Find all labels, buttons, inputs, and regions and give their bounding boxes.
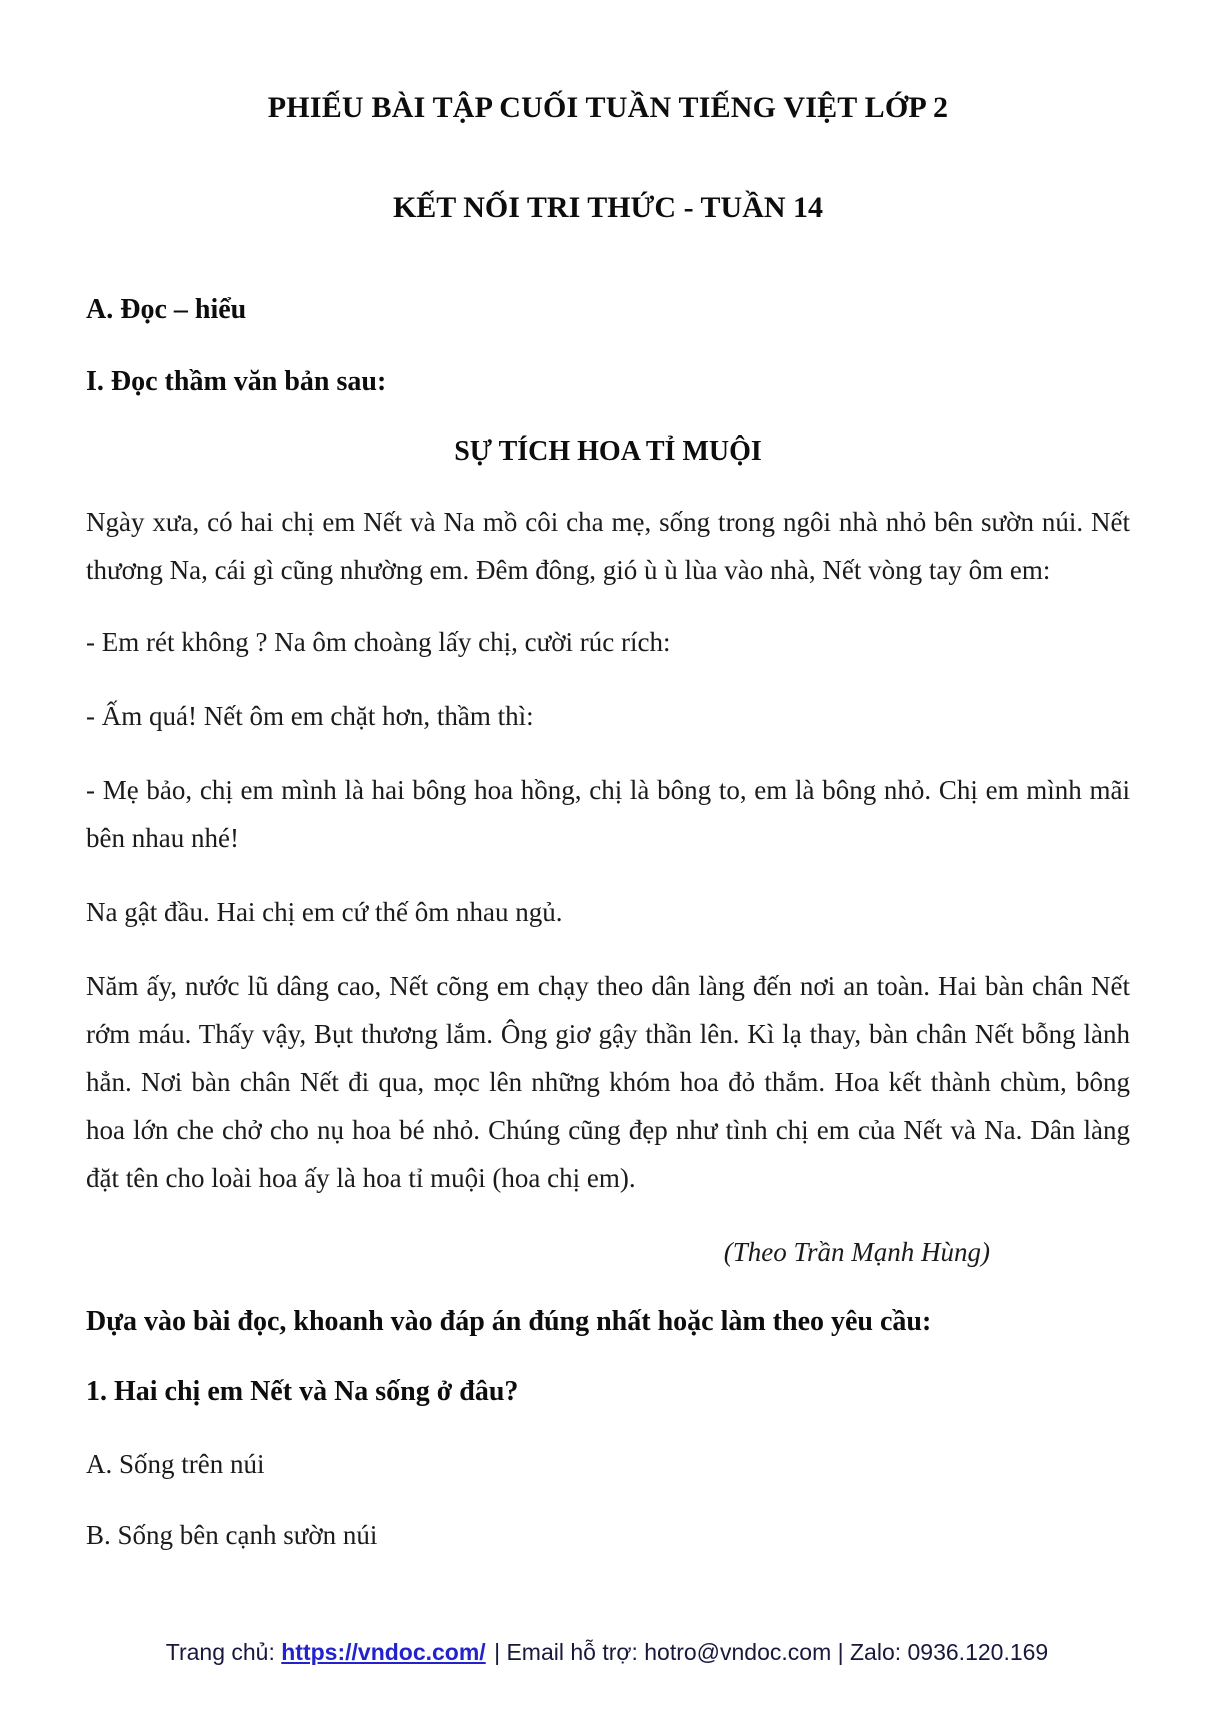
question-1-option-a: A. Sống trên núi	[86, 1449, 265, 1479]
question-1-option-b: B. Sống bên cạnh sườn núi	[86, 1520, 378, 1550]
question-1: 1. Hai chị em Nết và Na sống ở đâu?	[86, 1376, 519, 1407]
footer-home-label: Trang chủ:	[165, 1639, 275, 1665]
footer-contact-info: | Email hỗ trợ: hotro@vndoc.com | Zalo: 0936.120.169	[494, 1639, 1049, 1665]
reading-instruction-heading: I. Đọc thầm văn bản sau:	[86, 366, 387, 397]
document-title: PHIẾU BÀI TẬP CUỐI TUẦN TIẾNG VIỆT LỚP 2	[267, 91, 949, 124]
document-subtitle: KẾT NỐI TRI THỨC - TUẦN 14	[392, 191, 824, 224]
story-paragraph: Ngày xưa, có hai chị em Nết và Na mồ côi cha mẹ, sống trong ngôi nhà nhỏ bên sườn núi. Nết thương Na, cái gì cũng nhường em. Đêm đông, gió ù ù lùa vào nhà, Nết vòng tay ôm em:	[86, 507, 1130, 585]
story-title: SỰ TÍCH HOA TỈ MUỘI	[454, 436, 762, 467]
story-dialogue-line: - Em rét không ? Na ôm choàng lấy chị, cười rúc rích:	[86, 627, 671, 657]
story-dialogue-line: - Ấm quá! Nết ôm em chặt hơn, thầm thì:	[86, 701, 534, 731]
story-author-credit: (Theo Trần Mạnh Hùng)	[723, 1237, 990, 1267]
story-dialogue-line: - Mẹ bảo, chị em mình là hai bông hoa hồng, chị là bông to, em là bông nhỏ. Chị em mình mãi bên nhau nhé!	[86, 775, 1130, 853]
footer-home-link[interactable]: https://vndoc.com/	[281, 1639, 486, 1665]
quiz-instruction: Dựa vào bài đọc, khoanh vào đáp án đúng nhất hoặc làm theo yêu cầu:	[86, 1306, 932, 1337]
story-paragraph: Na gật đầu. Hai chị em cứ thế ôm nhau ngủ.	[86, 897, 563, 927]
section-a-heading: A. Đọc – hiểu	[86, 294, 247, 325]
story-paragraph: Năm ấy, nước lũ dâng cao, Nết cõng em chạy theo dân làng đến nơi an toàn. Hai bàn chân Nết rớm máu. Thấy vậy, Bụt thương lắm. Ông giơ gậy thần lên. Kì lạ thay, bàn chân Nết bỗng lành hẳn. Nơi bàn chân Nết đi qua, mọc lên những khóm hoa đỏ thắm. Hoa kết thành chùm, bông hoa lớn che chở cho nụ hoa bé nhỏ. Chúng cũng đẹp như tình chị em của Nết và Na. Dân làng đặt tên cho loài hoa ấy là hoa tỉ muội (hoa chị em).	[86, 971, 1130, 1193]
page-footer	[0, 1632, 1216, 1672]
